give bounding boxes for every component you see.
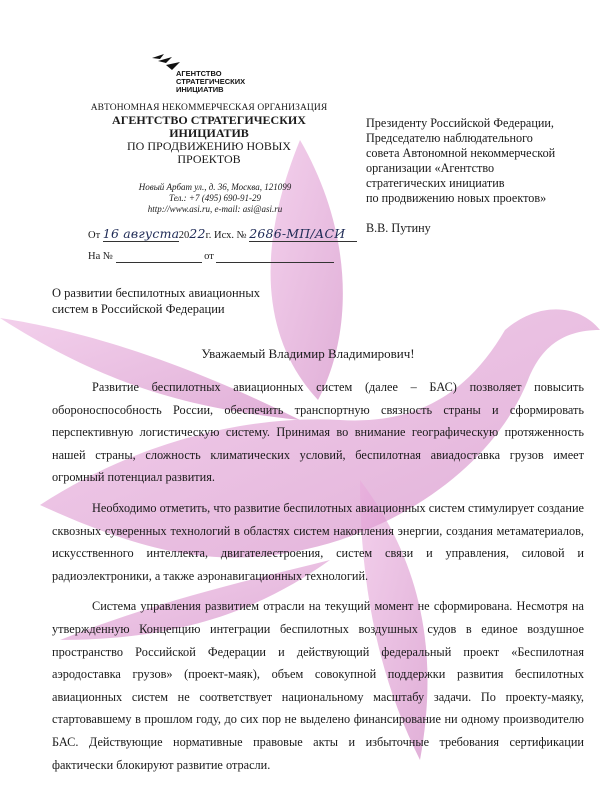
web-email: http://www.asi.ru, e-mail: asi@asi.ru xyxy=(147,204,283,214)
addressee-name: В.В. Путину xyxy=(366,221,431,235)
subject-line: О развитии беспилотных авиационных xyxy=(52,286,261,300)
addressee-line: совета Автономной некоммерческой xyxy=(366,146,556,160)
address: Новый Арбат ул., д. 36, Москва, 121099 xyxy=(138,182,292,192)
org-type: АВТОНОМНАЯ НЕКОММЕРЧЕСКАЯ ОРГАНИЗАЦИЯ xyxy=(90,103,328,113)
from-short-label: от xyxy=(204,251,214,262)
salutation: Уважаемый Владимир Владимирович! xyxy=(201,346,415,361)
handwritten-year: 22 xyxy=(189,226,206,241)
org-purpose-line: ПРОЕКТОВ xyxy=(177,152,241,166)
logo-line: ИНИЦИАТИВ xyxy=(176,85,224,94)
contacts-block xyxy=(100,182,330,215)
handwritten-date: 16 августа xyxy=(102,226,180,241)
year-prefix: 20 xyxy=(178,230,190,241)
body-paragraph: Необходимо отметить, что развитие беспилотных авиационных систем стимулирует создание сквозных суверенных технологий в областях систем накопления энергии, создания метаматериалов, искусственного интеллекта, двигателестроения, систем связи и управления, силовой и радиоэлектроники, а также аэронавигационных технологий. xyxy=(52,500,584,583)
addressee-line: организации «Агентство xyxy=(366,161,495,175)
logo-text xyxy=(176,70,245,94)
on-number-label: На № xyxy=(88,251,113,262)
from-label: От xyxy=(88,230,101,241)
number-label: г. Исх. № xyxy=(205,230,247,241)
handwritten-number: 2686-МП/АСИ xyxy=(249,226,346,241)
addressee-block xyxy=(366,116,591,206)
org-name-line: ИНИЦИАТИВ xyxy=(169,126,249,140)
body-paragraph: Развитие беспилотных авиационных систем (далее – БАС) позволяет повысить обороноспособность России, обеспечить транспортную связность страны и сформировать перспективную логистическую систему. Принимая во внимание географическую протяженность нашей страны, сложность климатических условий, беспилотная авиадоставка грузов имеет огромный потенциал развития. xyxy=(52,380,584,485)
body-paragraph: Система управления развитием отрасли на текущий момент не сформирована. Несмотря на утвержденную Концепцию интеграции беспилотных воздушных судов в единое воздушное пространство Российской Федерации и действующий федеральный проект «Беспилотная аэродоставка грузов» (проект-маяк), объем совокупной поддержки развития беспилотных авиационных систем не соответствует национальному масштабу задачи. По проекту-маяку, стартовавшему в прошлом году, до сих пор не выделено финансирование ни одному производителю БАС. Действующие нормативные правовые акты и избыточные требования сертификации фактически блокируют развитие отрасли. xyxy=(52,599,584,772)
letter-body xyxy=(52,376,584,784)
phone: Тел.: +7 (495) 690-91-29 xyxy=(169,193,261,203)
addressee-line: по продвижению новых проектов» xyxy=(366,191,547,205)
org-name-line: АГЕНТСТВО СТРАТЕГИЧЕСКИХ xyxy=(112,113,306,127)
addressee-line: Председателю наблюдательного xyxy=(366,131,533,145)
org-purpose-line: ПО ПРОДВИЖЕНИЮ НОВЫХ xyxy=(127,139,291,153)
organization-block xyxy=(84,102,334,166)
logo-line: АГЕНТСТВО xyxy=(176,69,222,78)
logo-line: СТРАТЕГИЧЕСКИХ xyxy=(176,77,246,86)
letter-subject xyxy=(52,285,312,317)
addressee-line: Президенту Российской Федерации, xyxy=(366,116,554,130)
incoming-number-line xyxy=(88,251,334,263)
outgoing-number-line xyxy=(88,226,357,242)
subject-line: систем в Российской Федерации xyxy=(52,302,225,316)
addressee-line: стратегических инициатив xyxy=(366,176,505,190)
